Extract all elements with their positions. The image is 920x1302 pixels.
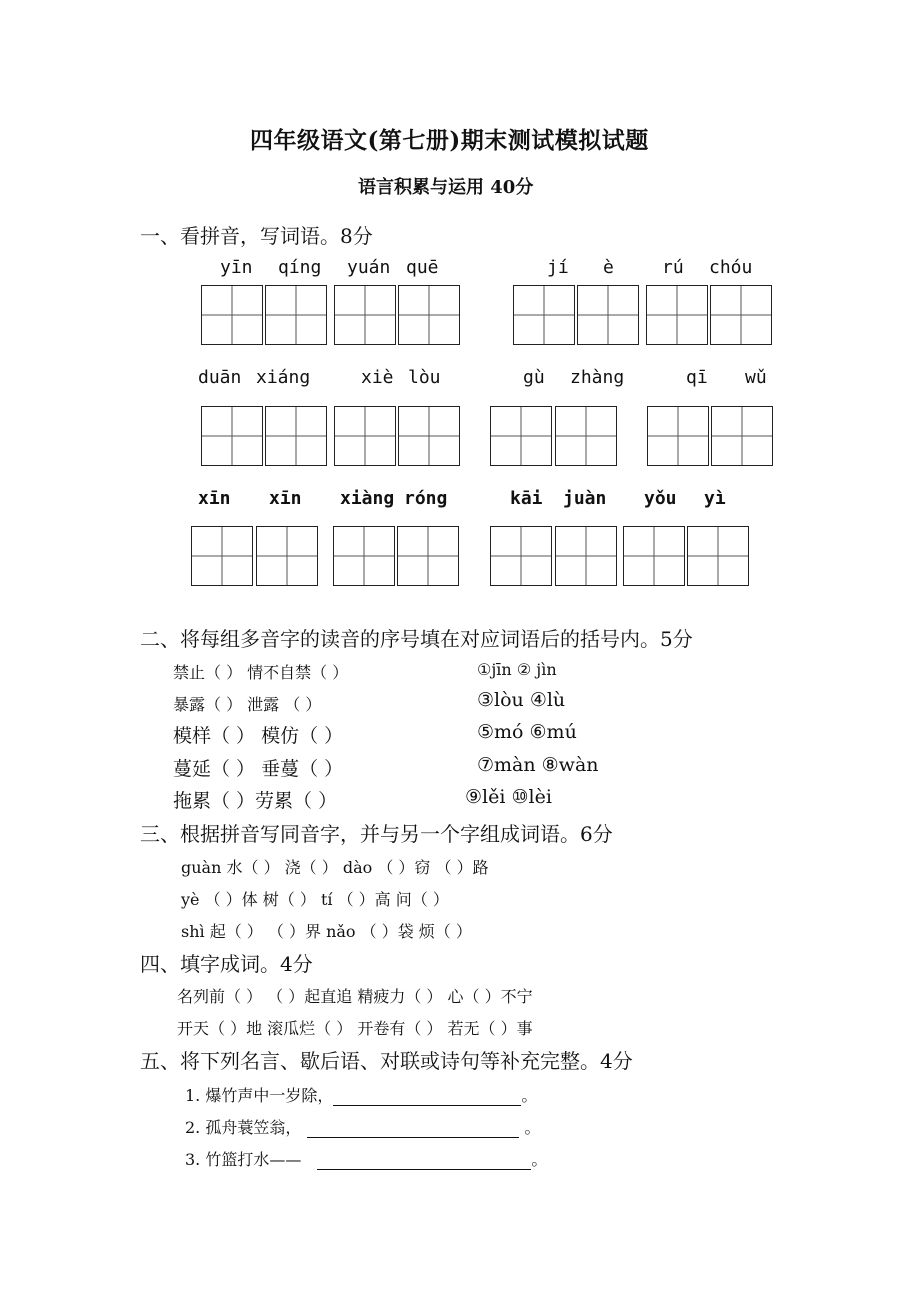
pinyin: è [603, 257, 614, 278]
writing-box[interactable] [334, 406, 396, 466]
page-subtitle: 语言积累与运用 40分 [358, 177, 534, 198]
writing-box[interactable] [623, 526, 685, 586]
completion-item [185, 1115, 540, 1138]
pinyin: quē [406, 257, 439, 278]
polyphone-options: ⑨lěi ⑩lèi [465, 786, 552, 808]
homophone-row: shì 起（ ） （ ）界 nǎo （ ）袋 烦（ ） [181, 922, 472, 941]
completion-suffix: 。 [519, 1118, 541, 1137]
pinyin: yì [704, 488, 726, 509]
pinyin: xīn [198, 488, 231, 509]
page-title: 四年级语文(第七册)期末测试模拟试题 [250, 127, 649, 154]
homophone-row: guàn 水（ ） 浇（ ） dào （ ）窃 （ ）路 [181, 858, 489, 877]
idiom-row: 开天（ ）地 滚瓜烂（ ） 开卷有（ ） 若无（ ）事 [177, 1019, 533, 1038]
pinyin: xiáng [256, 367, 311, 388]
pinyin: wǔ [745, 367, 767, 388]
writing-box[interactable] [398, 285, 460, 345]
completion-suffix: 。 [521, 1086, 538, 1105]
polyphone-options: ⑤mó ⑥mú [477, 721, 577, 743]
writing-box[interactable] [555, 526, 617, 586]
pinyin: yuán [347, 257, 391, 278]
pinyin: jí [547, 257, 569, 278]
writing-box[interactable] [191, 526, 253, 586]
writing-box[interactable] [334, 285, 396, 345]
pinyin: qíng [278, 257, 322, 278]
writing-box[interactable] [647, 406, 709, 466]
pinyin: zhàng [570, 367, 625, 388]
polyphone-words: 暴露（ ） 泄露 （ ） [173, 695, 322, 714]
writing-box[interactable] [711, 406, 773, 466]
polyphone-options: ①jīn ② jìn [477, 660, 557, 679]
homophone-row: yè （ ）体 树（ ） tí （ ）高 问（ ） [181, 890, 449, 909]
completion-item [185, 1083, 537, 1106]
writing-box[interactable] [646, 285, 708, 345]
writing-box[interactable] [710, 285, 772, 345]
writing-box[interactable] [687, 526, 749, 586]
writing-box[interactable] [256, 526, 318, 586]
writing-box[interactable] [398, 406, 460, 466]
pinyin: gù [523, 367, 545, 388]
pinyin: lòu [408, 367, 441, 388]
pinyin: duān [198, 367, 242, 388]
completion-suffix: 。 [531, 1150, 548, 1169]
idiom-row: 名列前（ ） （ ）起直追 精疲力（ ） 心（ ）不宁 [177, 987, 533, 1006]
pinyin: chóu [709, 257, 753, 278]
pinyin: yīn [220, 257, 253, 278]
completion-item [185, 1147, 547, 1170]
pinyin: xiàng [340, 488, 395, 509]
pinyin: yǒu [644, 488, 677, 509]
polyphone-options: ③lòu ④lù [477, 689, 566, 711]
answer-blank[interactable] [307, 1121, 519, 1138]
completion-prefix: 3. 竹篮打水—— [185, 1150, 302, 1169]
writing-box[interactable] [201, 406, 263, 466]
writing-box[interactable] [201, 285, 263, 345]
completion-prefix: 2. 孤舟蓑笠翁， [185, 1118, 302, 1137]
answer-blank[interactable] [317, 1153, 531, 1170]
writing-box[interactable] [333, 526, 395, 586]
writing-box[interactable] [265, 406, 327, 466]
section-2-heading: 二、将每组多音字的读音的序号填在对应词语后的括号内。5分 [140, 627, 693, 651]
answer-blank[interactable] [333, 1089, 521, 1106]
polyphone-words: 拖累（ ）劳累（ ） [173, 790, 338, 812]
section-1-heading: 一、看拼音，写词语。8分 [140, 224, 373, 248]
writing-box[interactable] [397, 526, 459, 586]
section-3-heading: 三、根据拼音写同音字，并与另一个字组成词语。6分 [140, 822, 613, 846]
section-4-heading: 四、填字成词。4分 [140, 952, 313, 976]
writing-box[interactable] [577, 285, 639, 345]
writing-box[interactable] [490, 526, 552, 586]
pinyin: kāi [510, 488, 543, 509]
polyphone-words: 禁止（ ） 情不自禁（ ） [173, 663, 349, 682]
polyphone-words: 蔓延（ ） 垂蔓（ ） [173, 758, 344, 780]
pinyin: rú [662, 257, 684, 278]
pinyin: qī [686, 367, 708, 388]
polyphone-options: ⑦màn ⑧wàn [477, 754, 599, 776]
writing-box[interactable] [513, 285, 575, 345]
pinyin: róng [404, 488, 448, 509]
writing-box[interactable] [555, 406, 617, 466]
section-5-heading: 五、将下列名言、歇后语、对联或诗句等补充完整。4分 [140, 1049, 633, 1073]
polyphone-words: 模样（ ） 模仿（ ） [173, 725, 344, 747]
completion-prefix: 1. 爆竹声中一岁除， [185, 1086, 334, 1105]
writing-box[interactable] [265, 285, 327, 345]
writing-box[interactable] [490, 406, 552, 466]
pinyin: xīn [269, 488, 302, 509]
pinyin: xiè [361, 367, 394, 388]
pinyin: juàn [563, 488, 607, 509]
